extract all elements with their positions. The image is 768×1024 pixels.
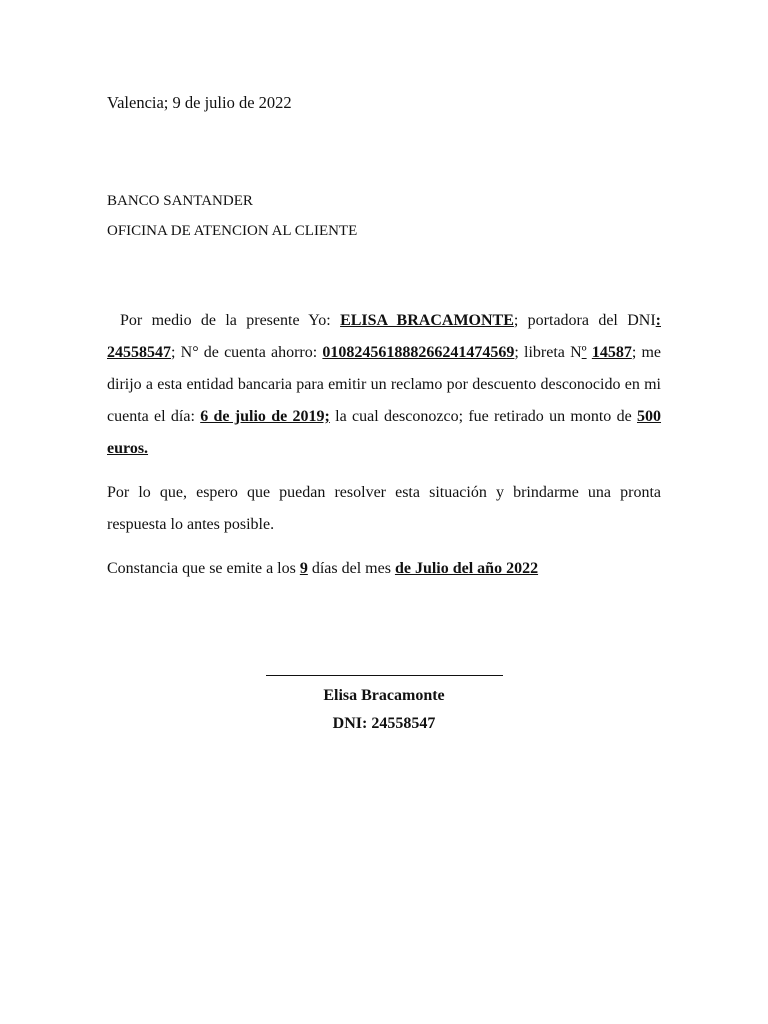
claim-date: 6 de julio de 2019;	[200, 408, 330, 425]
number-sign: º	[581, 344, 587, 361]
account-number-last: 9	[506, 344, 515, 361]
signature-dni: DNI: 24558547	[332, 715, 436, 732]
claim-text-6: la cual desconozco; fue retirado un monto de	[329, 408, 638, 425]
date-line: Valencia; 9 de julio de 2022	[107, 93, 292, 112]
dni-colon: :	[655, 312, 661, 329]
constancy-text-2: días del mes	[307, 560, 395, 577]
claim-text-5: ; me dirijo a esta entidad bancaria para emitir un reclamo por descuento desconocido en mi cuenta el día:	[107, 344, 662, 425]
claim-text-3: ; N° de cuenta ahorro:	[171, 344, 323, 361]
signature-line	[266, 658, 503, 676]
claimant-name: ELISA BRACAMONTE	[340, 312, 514, 329]
constancy-month-year: de Julio del año 2022	[394, 560, 539, 577]
paragraph-request: Por lo que, espero que puedan resolver esta situación y brindarme una pronta respuesta lo antes posible.	[107, 484, 661, 533]
claim-amount: 500 euros.	[107, 408, 662, 457]
paragraph-constancy	[107, 553, 661, 585]
signature-block	[0, 658, 768, 738]
libreta-number: 14587	[591, 344, 632, 361]
account-number	[322, 344, 514, 361]
claim-text-4: ; libreta N	[514, 344, 582, 361]
constancy-day: 9	[299, 560, 308, 577]
signature-name: Elisa Bracamonte	[323, 687, 445, 704]
claim-text-1: Por medio de la presente Yo:	[120, 312, 341, 329]
claimant-dni: 24558547	[107, 344, 171, 361]
account-number-main: 01082456188826624147456	[322, 344, 507, 361]
claim-text-2: ; portadora del DNI	[513, 312, 656, 329]
recipient-block	[107, 186, 357, 246]
constancy-text-1: Constancia que se emite a los	[107, 560, 300, 577]
paragraph-claim	[107, 305, 661, 465]
letter-body	[107, 305, 661, 597]
recipient-office: OFICINA DE ATENCION AL CLIENTE	[107, 223, 358, 239]
recipient-bank: BANCO SANTANDER	[107, 193, 253, 209]
